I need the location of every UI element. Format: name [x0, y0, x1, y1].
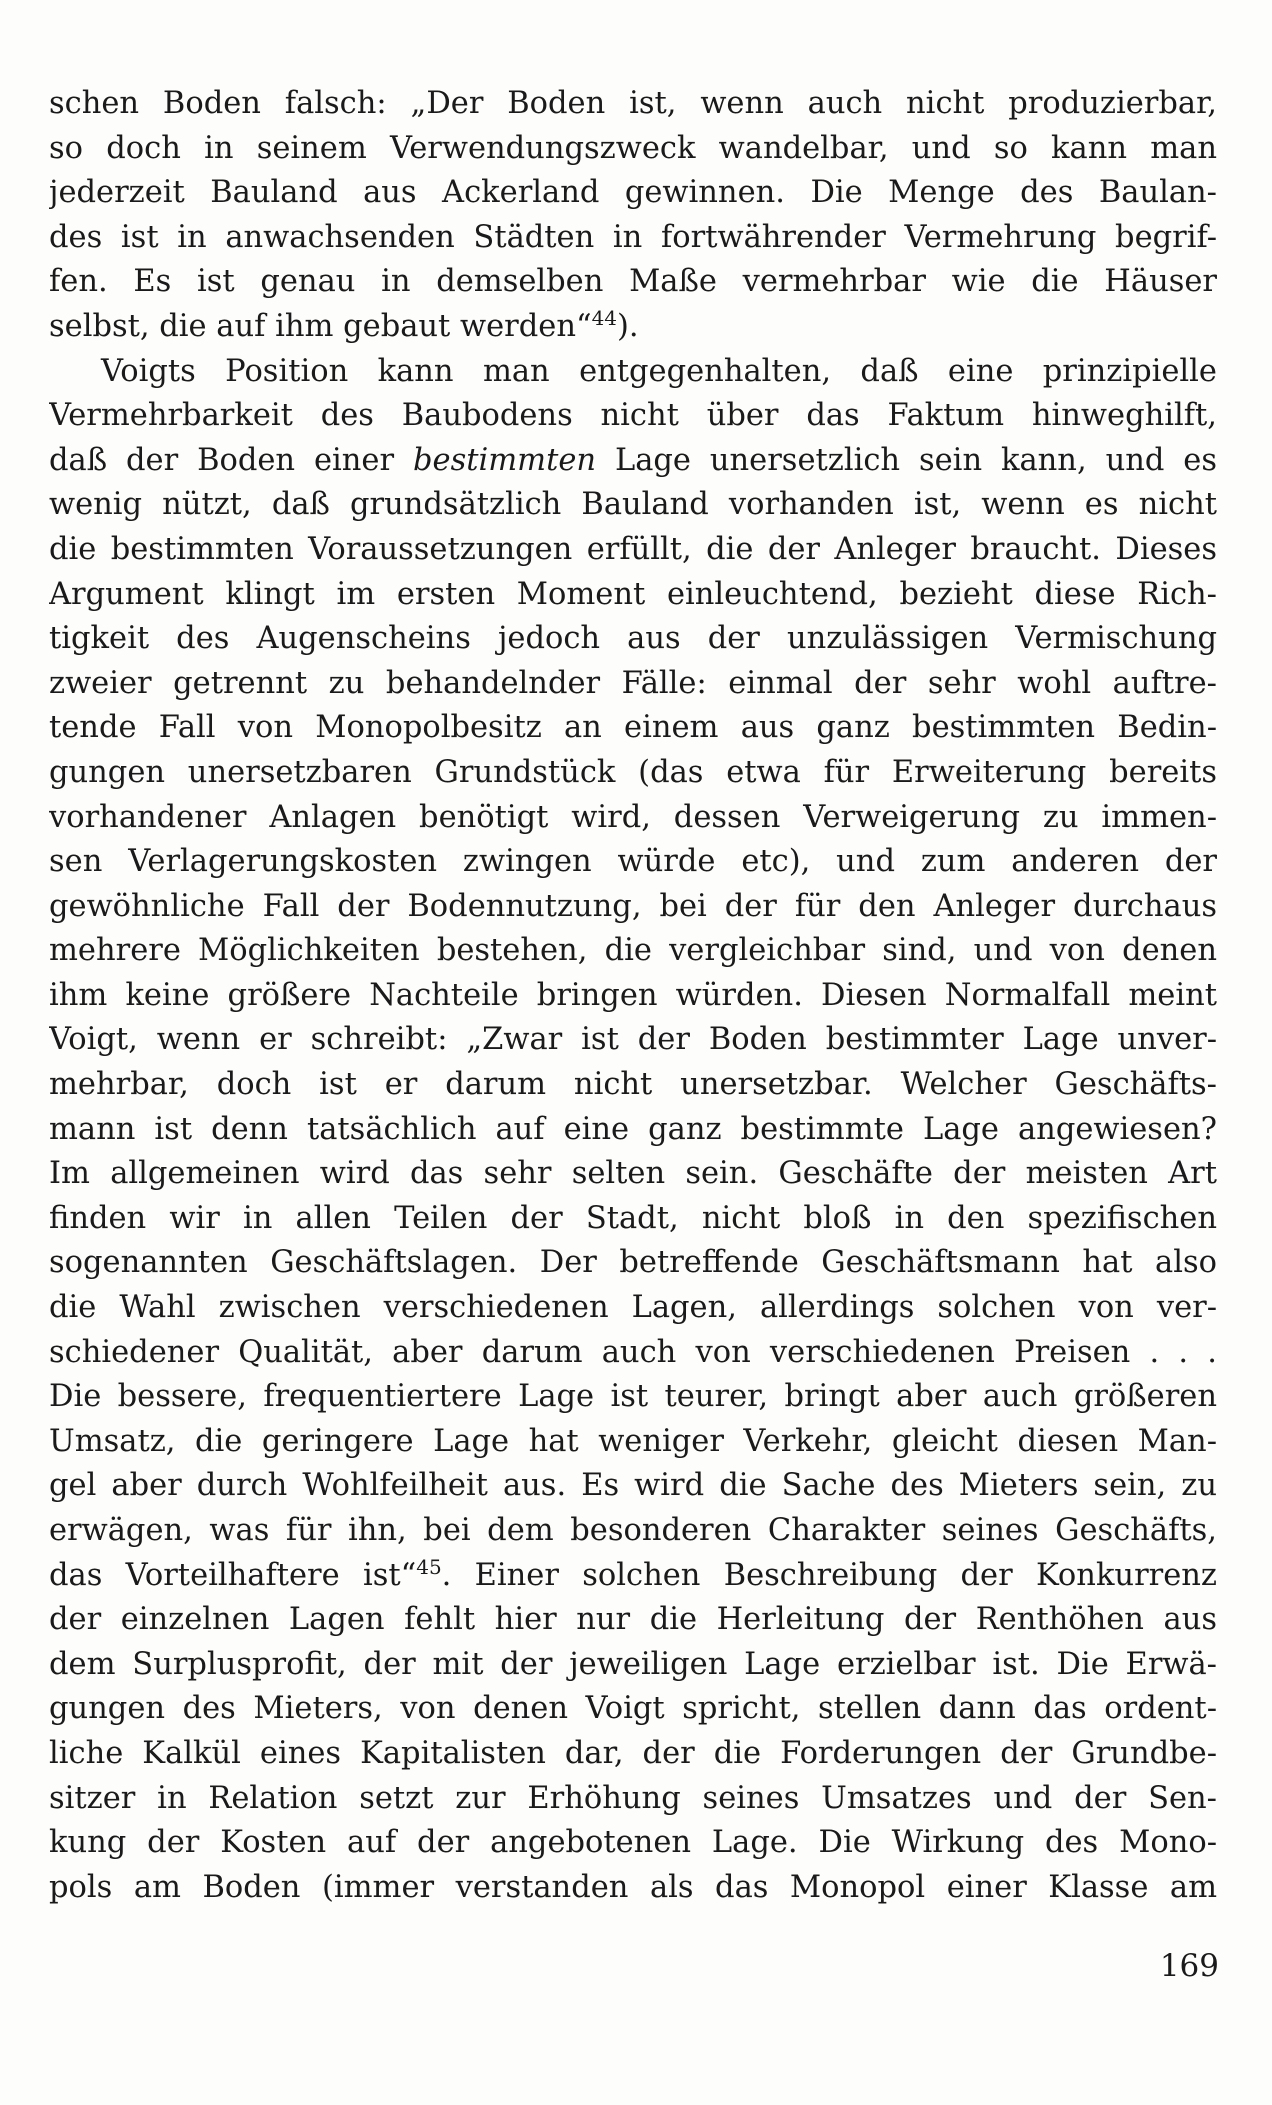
footnote-reference: 45 — [416, 1554, 442, 1579]
text-line: vorhandener Anlagen benötigt wird, dessen Verweigerung zu immen- — [49, 799, 1217, 835]
text-segment: Lage unersetzlich sein kann, und es — [596, 442, 1217, 478]
text-line: liche Kalkül eines Kapitalisten dar, der die Forderungen der Grundbe- — [49, 1735, 1217, 1771]
text-line: sen Verlagerungskosten zwingen würde etc), und zum anderen der — [49, 844, 1217, 880]
text-line: jederzeit Bauland aus Ackerland gewinnen. Die Menge des Baulan- — [49, 175, 1217, 211]
emphasized-word: bestimmten — [413, 442, 597, 478]
text-line — [49, 439, 1217, 484]
text-line: so doch in seinem Verwendungszweck wandelbar, und so kann man — [49, 130, 1217, 166]
text-line: zweier getrennt zu behandelnder Fälle: einmal der sehr wohl auftre- — [49, 665, 1217, 701]
text-line: tende Fall von Monopolbesitz an einem aus ganz bestimmten Bedin- — [49, 710, 1217, 746]
body-text — [49, 82, 1217, 1910]
text-line: schiedener Qualität, aber darum auch von verschiedenen Preisen . . . — [49, 1334, 1217, 1370]
text-line: tigkeit des Augenscheins jedoch aus der unzulässigen Vermischung — [49, 621, 1217, 657]
footnote-reference: 44 — [591, 305, 618, 330]
text-line: Argument klingt im ersten Moment einleuchtend, bezieht diese Rich- — [49, 576, 1217, 612]
text-line: Umsatz, die geringere Lage hat weniger Verkehr, gleicht diesen Man- — [49, 1423, 1217, 1459]
text-line: die bestimmten Voraussetzungen erfüllt, die der Anleger braucht. Dieses — [49, 531, 1217, 567]
text-line: erwägen, was für ihn, bei dem besonderen Charakter seines Geschäfts, — [49, 1513, 1217, 1548]
paragraph-first-line: Voigts Position kann man entgegenhalten, daß eine prinzipielle — [101, 353, 1217, 389]
text-line: mann ist denn tatsächlich auf eine ganz bestimmte Lage angewiesen? — [49, 1111, 1217, 1147]
text-line: mehrbar, doch ist er darum nicht unersetzbar. Welcher Geschäfts- — [49, 1067, 1217, 1103]
text-line: ihm keine größere Nachteile bringen würden. Diesen Normalfall meint — [49, 977, 1217, 1013]
text-line: wenig nützt, daß grundsätzlich Bauland vorhanden ist, wenn es nicht — [49, 487, 1217, 523]
text-segment: ). — [617, 308, 639, 344]
text-line: Die bessere, frequentiertere Lage ist teurer, bringt aber auch größeren — [49, 1379, 1217, 1415]
text-line — [49, 305, 1217, 350]
text-line: Voigt, wenn er schreibt: „Zwar ist der Boden bestimmter Lage unver- — [49, 1022, 1217, 1058]
text-line: gewöhnliche Fall der Bodennutzung, bei der für den Anleger durchaus — [49, 888, 1217, 924]
text-line: kung der Kosten auf der angebotenen Lage. Die Wirkung des Mono- — [49, 1825, 1217, 1861]
text-line: pols am Boden (immer verstanden als das Monopol einer Klasse am — [49, 1869, 1217, 1905]
text-segment: selbst, die auf ihm gebaut werden“ — [49, 308, 592, 344]
text-segment: . Einer solchen Beschreibung der Konkurrenz — [441, 1557, 1217, 1593]
text-segment: daß der Boden einer — [49, 442, 395, 478]
text-line: finden wir in allen Teilen der Stadt, nicht bloß in den spezifischen — [49, 1200, 1217, 1236]
text-line: fen. Es ist genau in demselben Maße vermehrbar wie die Häuser — [49, 264, 1217, 300]
page-number: 169 — [1159, 1948, 1219, 1984]
text-line: sogenannten Geschäftslagen. Der betreffende Geschäftsmann hat also — [49, 1245, 1217, 1281]
text-line: Im allgemeinen wird das sehr selten sein. Geschäfte der meisten Art — [49, 1156, 1217, 1192]
text-line: gel aber durch Wohlfeilheit aus. Es wird die Sache des Mieters sein, zu — [49, 1468, 1217, 1504]
text-line: mehrere Möglichkeiten bestehen, die vergleichbar sind, und von denen — [49, 933, 1217, 969]
text-line: schen Boden falsch: „Der Boden ist, wenn auch nicht produzierbar, — [49, 86, 1217, 121]
text-line: der einzelnen Lagen fehlt hier nur die Herleitung der Renthöhen aus — [49, 1602, 1217, 1638]
text-line — [49, 1554, 1217, 1599]
text-line: gungen des Mieters, von denen Voigt spricht, stellen dann das ordent- — [49, 1691, 1217, 1727]
text-line: die Wahl zwischen verschiedenen Lagen, allerdings solchen von ver- — [49, 1290, 1217, 1326]
text-line: dem Surplusprofit, der mit der jeweiligen Lage erzielbar ist. Die Erwä- — [49, 1646, 1217, 1682]
text-line: Vermehrbarkeit des Baubodens nicht über das Faktum hinweghilft, — [49, 398, 1217, 434]
text-line: gungen unersetzbaren Grundstück (das etwa für Erweiterung bereits — [49, 754, 1217, 790]
text-segment: das Vorteilhaftere ist“ — [49, 1557, 417, 1593]
text-line: des ist in anwachsenden Städten in fortwährender Vermehrung begrif- — [49, 219, 1217, 255]
text-line: sitzer in Relation setzt zur Erhöhung seines Umsatzes und der Sen- — [49, 1780, 1217, 1816]
